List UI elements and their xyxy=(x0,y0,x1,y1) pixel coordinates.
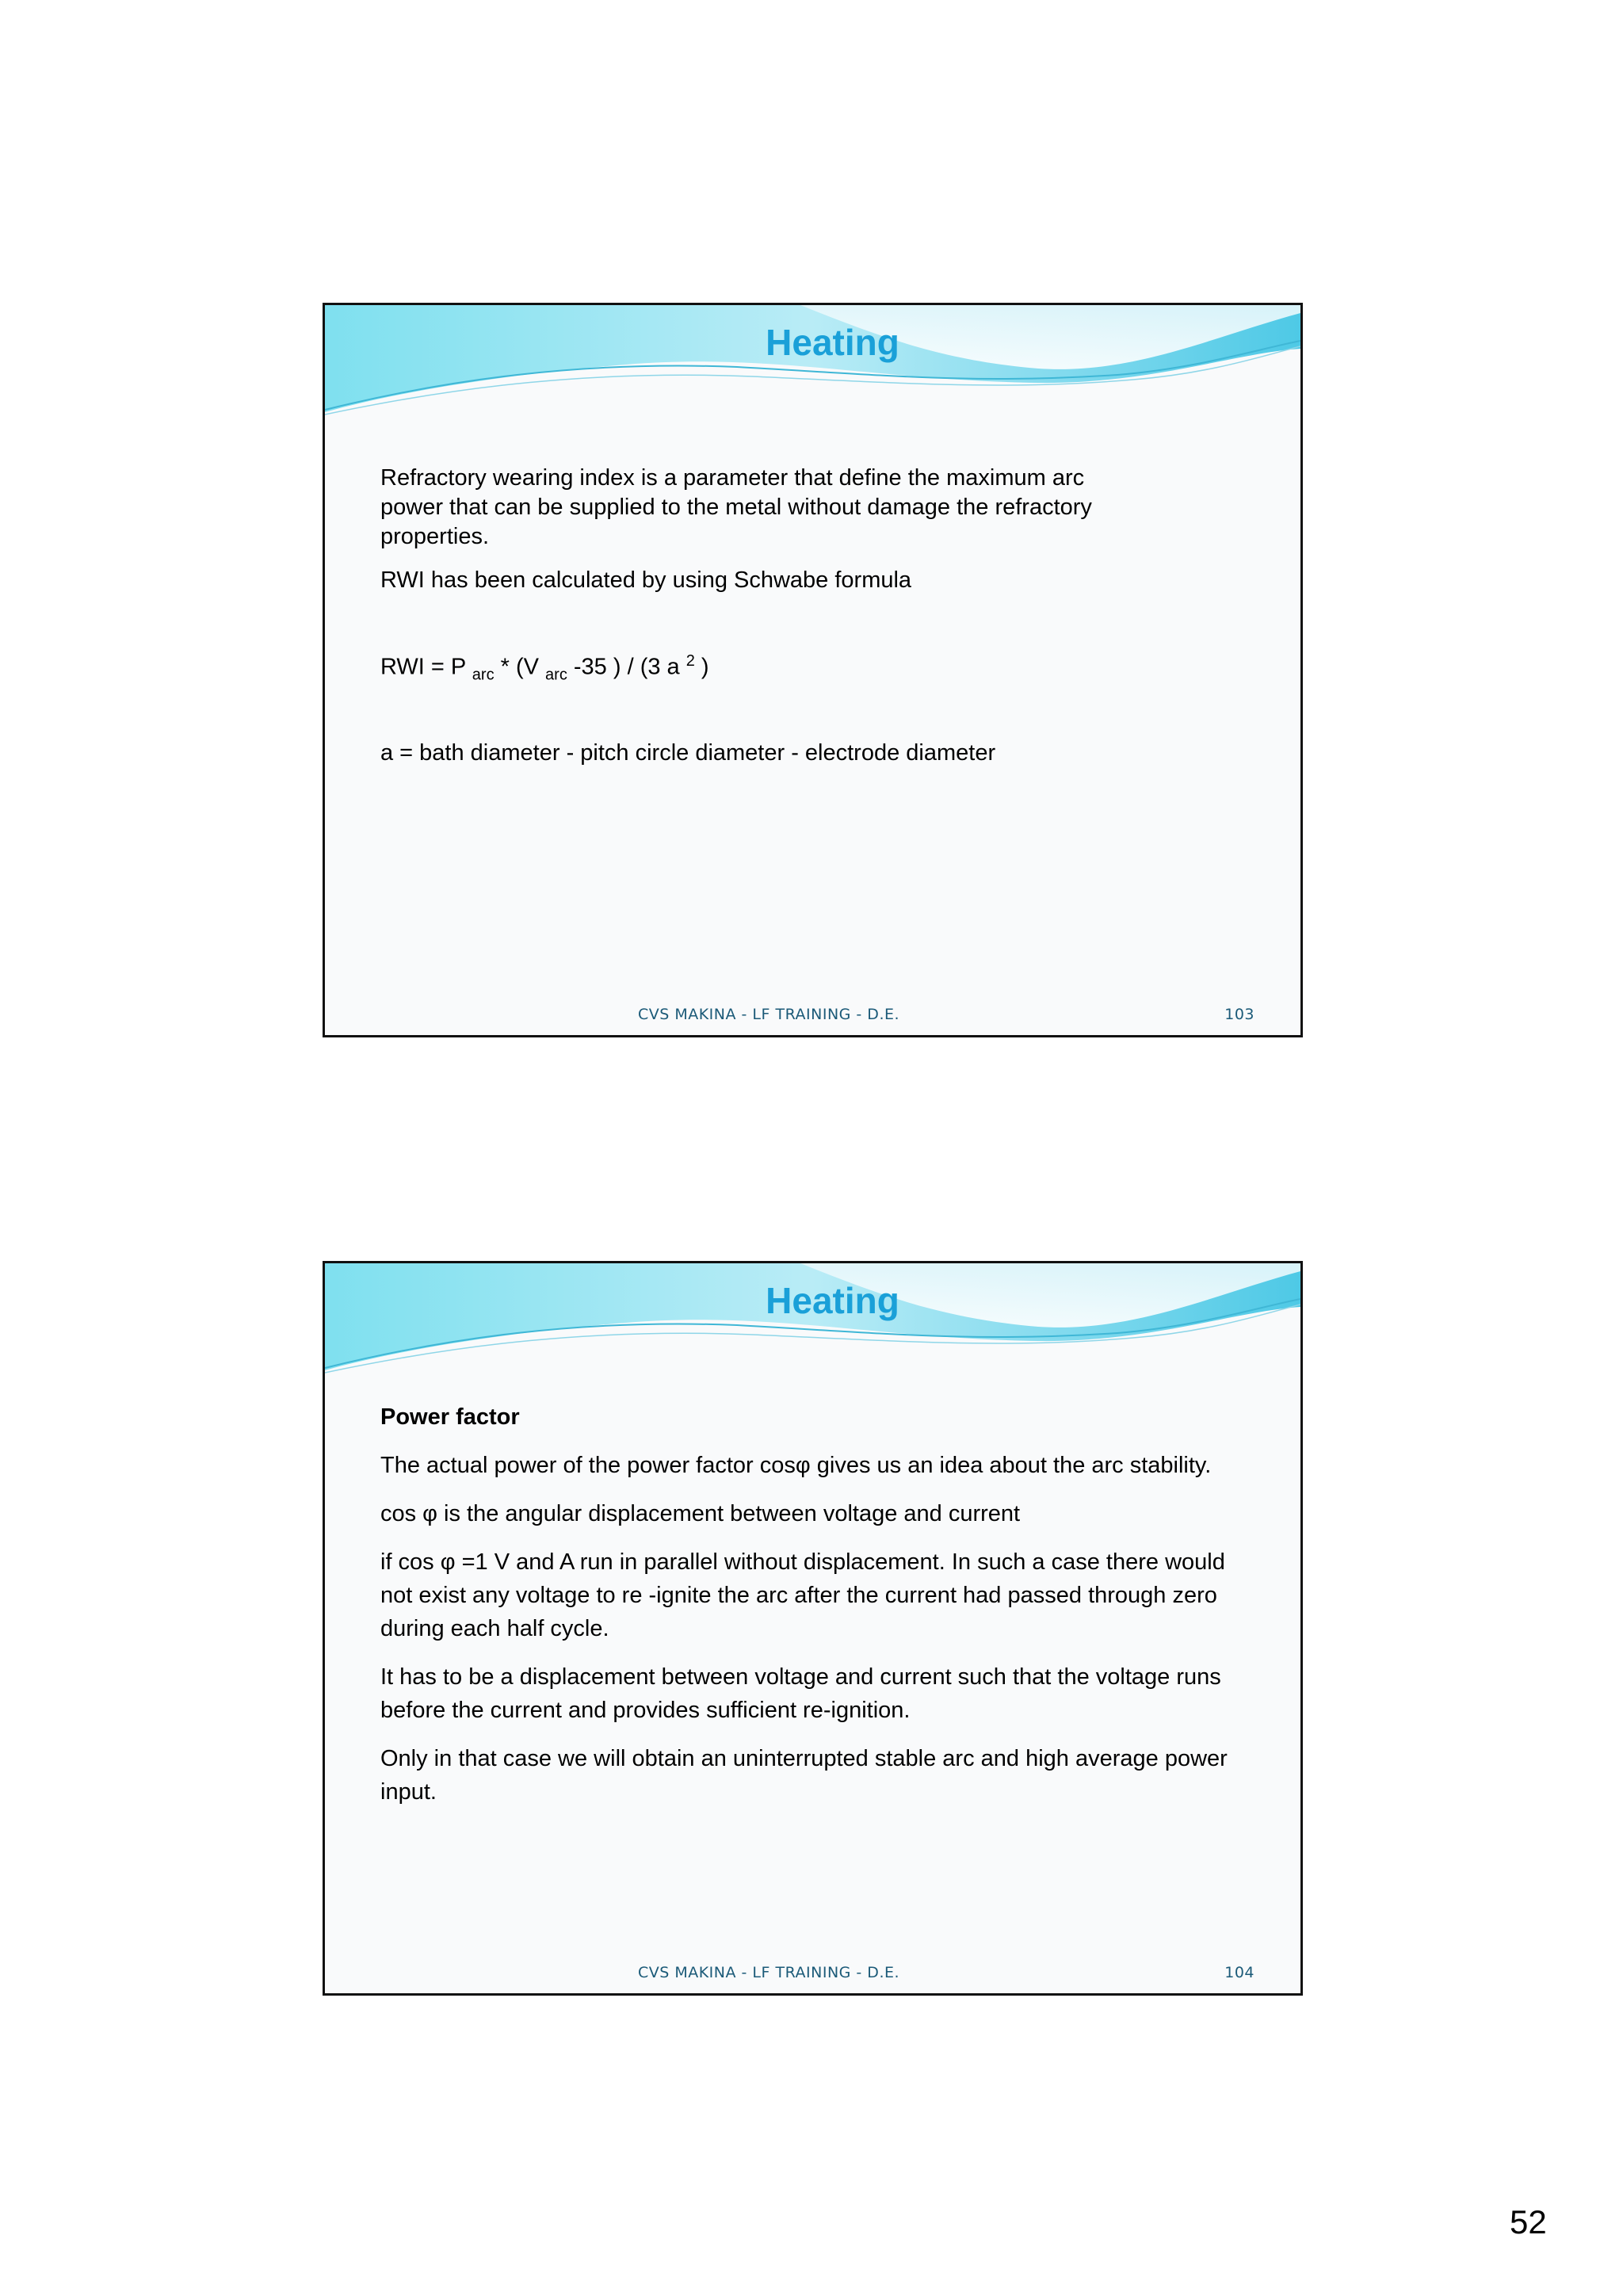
paragraph: It has to be a displacement between voltage and current such that the voltage runs before the current and provides sufficient re-ignition. xyxy=(380,1664,1221,1723)
paragraph: The actual power of the power factor cosφ gives us an idea about the arc stability. xyxy=(380,1453,1212,1478)
formula: RWI = P $_{arc}$ * (V $_{arc}$ -35 ) / (3 a $^2$ ) xyxy=(380,652,709,684)
slide-body xyxy=(380,1400,1245,1809)
footer-text: CVS MAKINA - LF TRAINING - D.E. xyxy=(637,1964,900,1981)
slide-body xyxy=(380,464,1245,768)
paragraph: Only in that case we will obtain an uninterrupted stable arc and high average power input. xyxy=(380,1746,1228,1805)
slide-103 xyxy=(323,303,1303,1037)
paragraph: Refractory wearing index is a parameter that define the maximum arc power that can be supplied to the metal without damage the refractory properties. xyxy=(380,465,1092,549)
paragraph: RWI has been calculated by using Schwabe formula xyxy=(380,567,912,593)
section-heading: Power factor xyxy=(380,1404,520,1430)
slide-number: 104 xyxy=(1224,1964,1254,1981)
slide-104 xyxy=(323,1261,1303,1996)
footer-text: CVS MAKINA - LF TRAINING - D.E. xyxy=(637,1006,900,1023)
page-number: 52 xyxy=(1510,2203,1547,2241)
slide-title: Heating xyxy=(766,1280,899,1321)
paragraph: cos φ is the angular displacement between voltage and current xyxy=(380,1501,1021,1526)
slide-title: Heating xyxy=(766,322,899,363)
paragraph: if cos φ =1 V and A run in parallel without displacement. In such a case there would not exist any voltage to re -ignite the arc after the current had passed through zero during each half cycle. xyxy=(380,1549,1225,1641)
slide-number: 103 xyxy=(1224,1006,1254,1023)
definition: a = bath diameter - pitch circle diameter - electrode diameter xyxy=(380,740,996,766)
